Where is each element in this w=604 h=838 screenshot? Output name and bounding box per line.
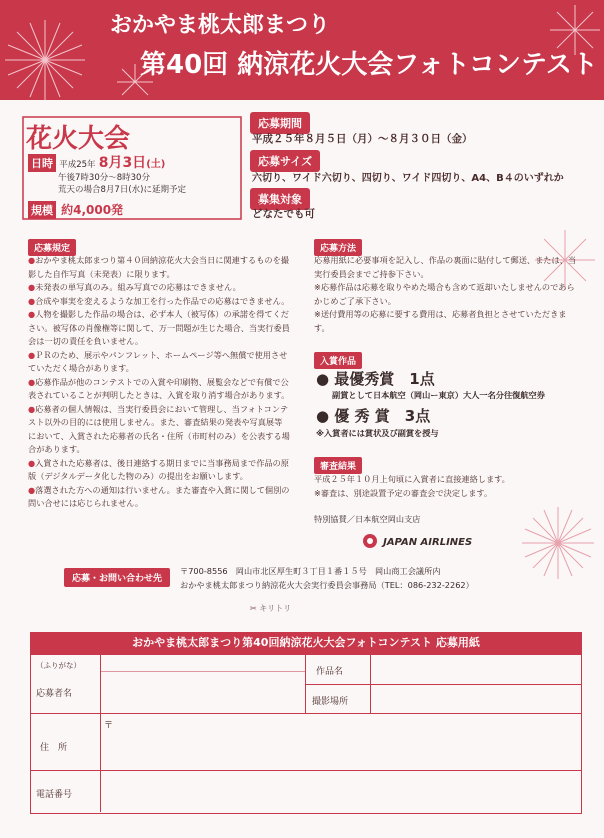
rule-item: ●おかやま桃太郎まつり第４０回納涼花火大会当日に関連するものを撮影した自作写真（未発表）に限ります。 bbox=[28, 255, 289, 279]
results-line: 平成２５年１０月上旬頃に入賞者に直接連絡します。 bbox=[314, 474, 510, 484]
results-line: ※審査は、別途設置予定の審査会で決定します。 bbox=[314, 487, 493, 498]
contact-office: おかやま桃太郎まつり納涼花火大会実行委員会事務局（TEL：086-232-2262） bbox=[180, 580, 474, 590]
sponsor-text: 特別協賛／日本航空岡山支店 bbox=[314, 514, 421, 524]
method-paragraph: ※送付費用等の応募に要する費用は、応募者負担とさせていただきます。 bbox=[314, 309, 567, 333]
rules-list bbox=[28, 254, 290, 511]
phone-label: 電話番号 bbox=[36, 790, 73, 800]
date-tag: 日時 bbox=[28, 154, 56, 172]
rule-item: ●ＰＲのため、展示やパンフレット、ホームページ等へ無償で使用させていただく場合があります。 bbox=[28, 349, 288, 373]
event-scale bbox=[28, 199, 123, 219]
prize-top-desc: 副賞として日本航空（岡山ー東京）大人一名分往復航空券 bbox=[332, 390, 545, 400]
event-rain: 荒天の場合8月7日(水)に延期予定 bbox=[58, 185, 186, 195]
rule-item: ●入賞された応募者は、後日連絡する期日までに当事務局まで作品の原版（デジタルデータ化した物のみ）の提出をお願いします。 bbox=[28, 457, 289, 481]
scale-tag: 規模 bbox=[28, 201, 56, 219]
summary-label-period: 応募期間 bbox=[250, 112, 310, 134]
jal-logo bbox=[362, 530, 472, 549]
contact-address: 〒700-8556 岡山市北区厚生町３丁目１番１５号 岡山商工会議所内 bbox=[180, 566, 441, 576]
summary-label-target: 募集対象 bbox=[250, 188, 310, 210]
rule-item: ●応募者の個人情報は、当実行委員会において管理し、当フォトコンテスト以外の目的には使用しません。また、審査結果の発表や写真展等において、入賞された応募者の氏名・住所（市町村のみ）を公表する場合があります。 bbox=[28, 403, 290, 454]
location-field[interactable] bbox=[374, 687, 578, 711]
rule-item: ●人物を撮影した作品の場合は、必ず本人（被写体）の承諾を得てください。被写体の肖像権等に関して、万一問題が生じた場合、当実行委員会は一切の責任を負いません。 bbox=[28, 309, 290, 346]
date-era: 平成25年 bbox=[59, 160, 96, 170]
location-label: 撮影場所 bbox=[312, 697, 349, 707]
summary-text-size: 六切り、ワイド六切り、四切り、ワイド四切り、A4、B４のいずれか bbox=[252, 173, 564, 184]
event-time: 午後7時30分～8時30分 bbox=[58, 173, 150, 183]
results-text bbox=[314, 473, 576, 500]
address-label: 住 所 bbox=[40, 743, 68, 753]
summary-text-period: 平成２５年８月５日（月）～８月３０日（金） bbox=[252, 133, 473, 145]
method-label: 応募方法 bbox=[314, 239, 362, 256]
method-paragraph: 応募用紙に必要事項を記入し、作品の裏面に貼付して郵送、または、当実行委員会までご持参下さい。 bbox=[314, 255, 577, 279]
furigana-label: （ふりがな） bbox=[36, 661, 81, 670]
rules-label: 応募規定 bbox=[28, 239, 76, 256]
name-field[interactable] bbox=[104, 676, 300, 710]
date-day: 土 bbox=[150, 159, 161, 170]
form-title: おかやま桃太郎まつり第40回納涼花火大会フォトコンテスト 応募用紙 bbox=[30, 632, 582, 654]
postal-mark: 〒 bbox=[104, 721, 114, 731]
prize-second: ● 優 秀 賞 3点 bbox=[316, 407, 431, 425]
contact-label: 応募・お問い合わせ先 bbox=[64, 568, 170, 587]
header-title-line2: 第40回 納涼花火大会フォトコンテスト bbox=[140, 50, 598, 80]
name-label: 応募者名 bbox=[36, 689, 73, 699]
summary-text-target: どなたでも可 bbox=[252, 208, 315, 220]
date-main: 8月3日 bbox=[98, 155, 147, 171]
prize-note: ※入賞者には賞状及び副賞を授与 bbox=[316, 428, 439, 438]
summary-label-size: 応募サイズ bbox=[250, 150, 320, 172]
fireworks-bottom-icon bbox=[500, 495, 604, 595]
event-title: 花火大会 bbox=[26, 124, 131, 154]
work-title-field[interactable] bbox=[374, 657, 578, 682]
method-paragraph: ※応募作品は応募を取りやめた場合も含めて返却いたしませんのであらかじめご了承下さい。 bbox=[314, 282, 575, 306]
airline-name: JAPAN AIRLINES bbox=[383, 537, 473, 548]
rule-item: ●未発表の単写真のみ。組み写真での応募はできません。 bbox=[28, 282, 241, 292]
rule-item: ●合成や事実を変えるような加工を行った作品での応募はできません。 bbox=[28, 295, 290, 306]
work-title-label: 作品名 bbox=[316, 667, 344, 677]
cut-text: キリトリ bbox=[259, 604, 292, 613]
scissors-icon: ✂ bbox=[250, 604, 257, 613]
phone-field[interactable] bbox=[104, 773, 578, 809]
prize-top: ● 最優秀賞 1点 bbox=[316, 370, 435, 388]
rule-item: ●応募作品が他のコンテストでの入賞や印刷物、展覧会などで有償で公表されていることが判明したときは、入賞を取り消す場合があります。 bbox=[28, 376, 290, 400]
prizes-label: 入賞作品 bbox=[314, 352, 362, 369]
event-date: 日時 平成25年 8月3日(土) bbox=[28, 152, 165, 172]
method-text bbox=[314, 254, 576, 335]
scale-value: 約4,000発 bbox=[61, 203, 124, 217]
address-field[interactable] bbox=[104, 716, 578, 768]
results-label: 審査結果 bbox=[314, 457, 362, 474]
rule-item: ●落選された方への通知は行いません。また審査や入賞に関して個別の問い合せには応じられません。 bbox=[28, 484, 290, 508]
cut-line bbox=[250, 603, 291, 614]
header-title-line1: おかやま桃太郎まつり bbox=[110, 13, 331, 38]
crane-icon bbox=[362, 533, 378, 549]
